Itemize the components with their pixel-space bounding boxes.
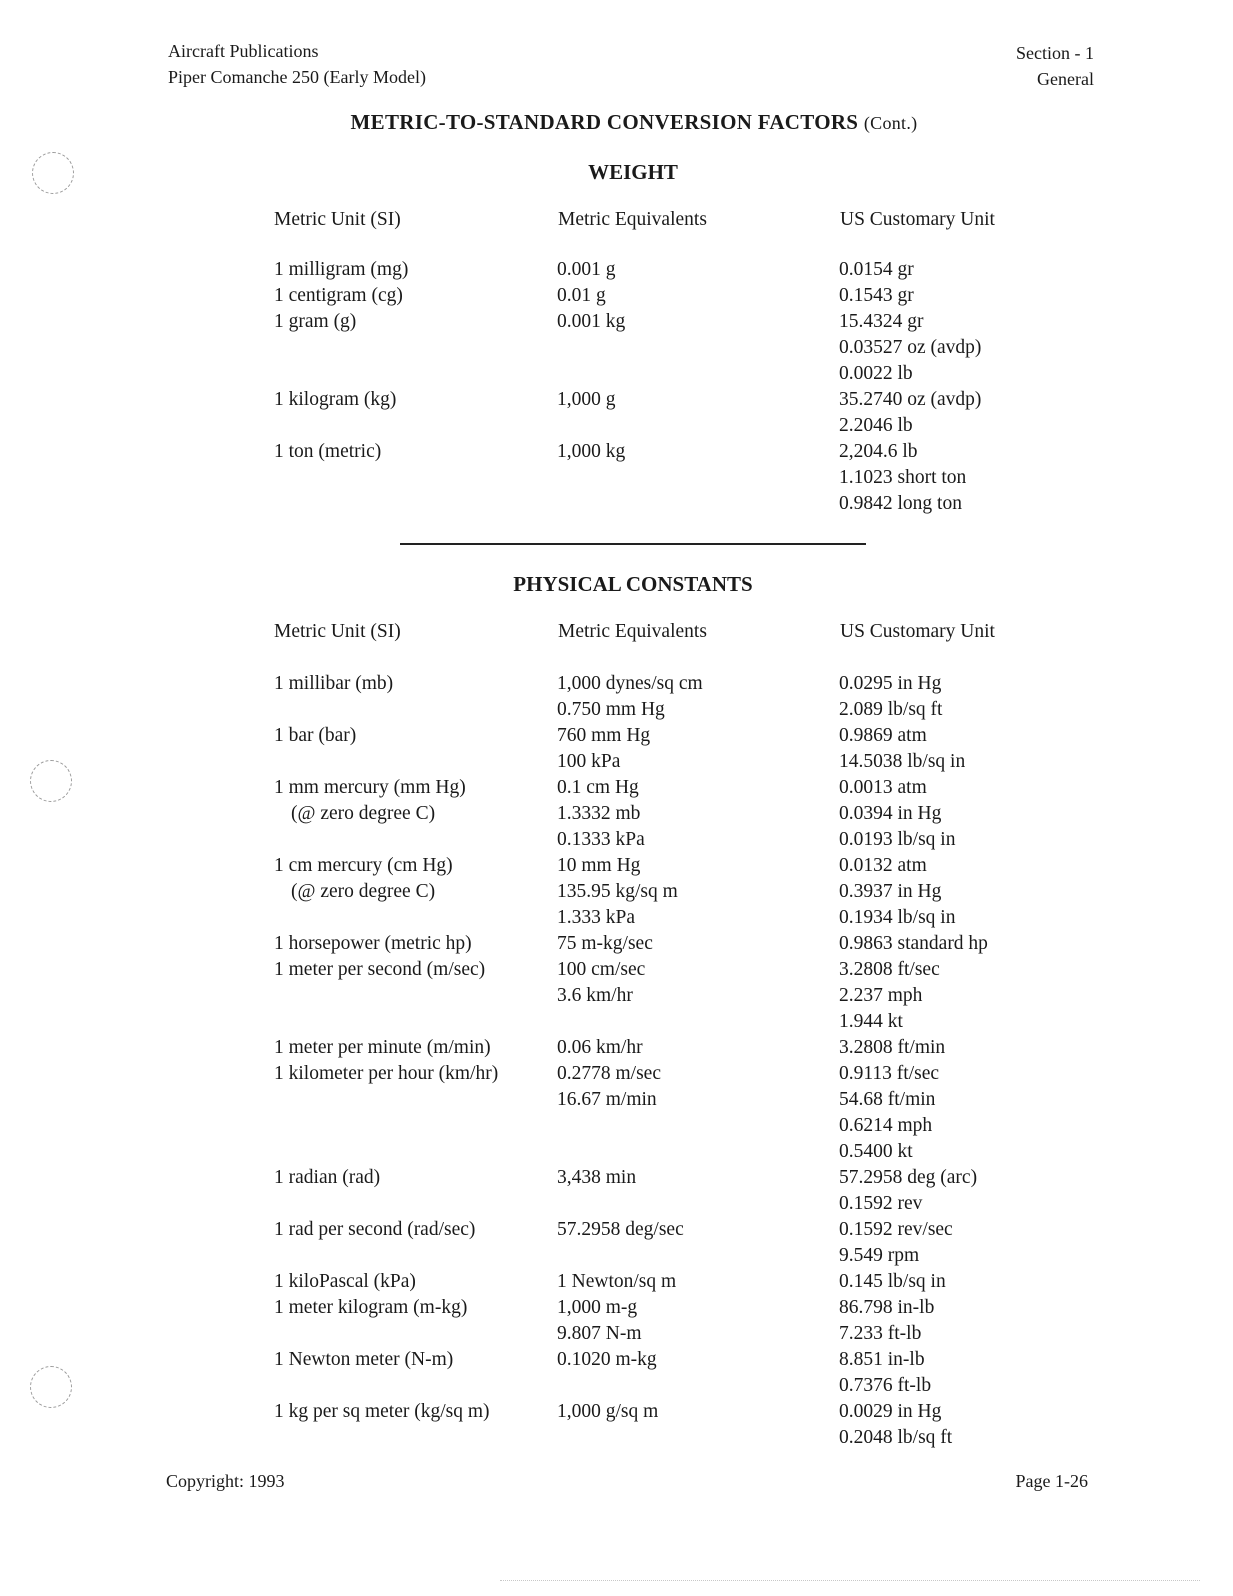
metric-unit-cell: 1 ton (metric)	[274, 441, 382, 462]
weight-col-metric-equiv: Metric Equivalents	[558, 209, 707, 230]
metric-unit-cell: (@ zero degree C)	[291, 881, 436, 902]
metric-unit-cell: 1 millibar (mb)	[274, 673, 394, 694]
table-row	[0, 413, 1233, 439]
section-number: Section - 1	[1016, 43, 1094, 63]
us-unit-cell: 9.549 rpm	[839, 1245, 920, 1266]
metric-unit-cell: 1 meter per second (m/sec)	[274, 959, 486, 980]
table-row	[0, 1269, 1233, 1295]
table-row	[0, 749, 1233, 775]
table-row	[0, 1113, 1233, 1139]
metric-unit-cell: 1 rad per second (rad/sec)	[274, 1219, 476, 1240]
metric-unit-cell: 1 meter per minute (m/min)	[274, 1037, 491, 1058]
table-row	[0, 465, 1233, 491]
table-row	[0, 1009, 1233, 1035]
physical-section-title: PHYSICAL CONSTANTS	[513, 572, 753, 596]
table-row	[0, 257, 1233, 283]
us-unit-cell: 0.6214 mph	[839, 1115, 933, 1136]
us-unit-cell: 0.1592 rev	[839, 1193, 923, 1214]
table-row	[0, 957, 1233, 983]
us-unit-cell: 0.03527 oz (avdp)	[839, 337, 982, 358]
metric-equiv-cell: 135.95 kg/sq m	[557, 881, 678, 902]
us-unit-cell: 57.2958 deg (arc)	[839, 1167, 978, 1188]
metric-unit-cell: 1 kg per sq meter (kg/sq m)	[274, 1401, 490, 1422]
table-row	[0, 801, 1233, 827]
metric-unit-cell: 1 kiloPascal (kPa)	[274, 1271, 416, 1292]
metric-equiv-cell: 0.06 km/hr	[557, 1037, 643, 1058]
metric-equiv-cell: 16.67 m/min	[557, 1089, 657, 1110]
us-unit-cell: 0.0193 lb/sq in	[839, 829, 956, 850]
table-row	[0, 1243, 1233, 1269]
weight-col-metric-unit: Metric Unit (SI)	[274, 209, 401, 230]
table-row	[0, 1035, 1233, 1061]
table-row	[0, 931, 1233, 957]
metric-equiv-cell: 1 Newton/sq m	[557, 1271, 677, 1292]
us-unit-cell: 0.0394 in Hg	[839, 803, 942, 824]
us-unit-cell: 1.1023 short ton	[839, 467, 967, 488]
us-unit-cell: 0.2048 lb/sq ft	[839, 1427, 953, 1448]
us-unit-cell: 0.3937 in Hg	[839, 881, 942, 902]
us-unit-cell: 1.944 kt	[839, 1011, 903, 1032]
metric-equiv-cell: 3,438 min	[557, 1167, 637, 1188]
section-name: General	[1037, 69, 1094, 89]
page-header-left	[168, 38, 426, 90]
metric-equiv-cell: 0.1333 kPa	[557, 829, 645, 850]
us-unit-cell: 0.0132 atm	[839, 855, 927, 876]
us-unit-cell: 8.851 in-lb	[839, 1349, 925, 1370]
us-unit-cell: 0.0013 atm	[839, 777, 927, 798]
us-unit-cell: 14.5038 lb/sq in	[839, 751, 966, 772]
table-row	[0, 1061, 1233, 1087]
us-unit-cell: 15.4324 gr	[839, 311, 924, 332]
us-unit-cell: 0.7376 ft-lb	[839, 1375, 932, 1396]
table-row	[0, 1399, 1233, 1425]
table-row	[0, 1373, 1233, 1399]
table-row	[0, 853, 1233, 879]
table-row	[0, 1165, 1233, 1191]
metric-unit-cell: 1 centigram (cg)	[274, 285, 403, 306]
metric-unit-cell: 1 kilogram (kg)	[274, 389, 397, 410]
metric-equiv-cell: 1,000 m-g	[557, 1297, 638, 1318]
table-row	[0, 697, 1233, 723]
us-unit-cell: 0.1934 lb/sq in	[839, 907, 956, 928]
us-unit-cell: 0.1592 rev/sec	[839, 1219, 953, 1240]
page-header-right	[1016, 40, 1094, 92]
table-row	[0, 671, 1233, 697]
table-row	[0, 1347, 1233, 1373]
metric-equiv-cell: 1,000 g/sq m	[557, 1401, 659, 1422]
metric-unit-cell: 1 bar (bar)	[274, 725, 357, 746]
metric-equiv-cell: 3.6 km/hr	[557, 985, 633, 1006]
metric-unit-cell: 1 Newton meter (N-m)	[274, 1349, 454, 1370]
table-row	[0, 439, 1233, 465]
us-unit-cell: 2.089 lb/sq ft	[839, 699, 943, 720]
metric-unit-cell: 1 milligram (mg)	[274, 259, 409, 280]
section-divider	[400, 543, 866, 545]
us-unit-cell: 2.237 mph	[839, 985, 923, 1006]
table-row	[0, 1191, 1233, 1217]
metric-equiv-cell: 1,000 kg	[557, 441, 626, 462]
metric-equiv-cell: 1.333 kPa	[557, 907, 635, 928]
publisher: Aircraft Publications	[168, 41, 319, 61]
metric-unit-cell: 1 horsepower (metric hp)	[274, 933, 472, 954]
metric-unit-cell: 1 kilometer per hour (km/hr)	[274, 1063, 499, 1084]
page-title	[0, 110, 1233, 135]
metric-equiv-cell: 100 cm/sec	[557, 959, 646, 980]
table-row	[0, 879, 1233, 905]
metric-equiv-cell: 0.2778 m/sec	[557, 1063, 661, 1084]
us-unit-cell: 0.9113 ft/sec	[839, 1063, 940, 1084]
physical-col-metric-unit: Metric Unit (SI)	[274, 621, 401, 642]
metric-unit-cell: 1 gram (g)	[274, 311, 357, 332]
table-row	[0, 283, 1233, 309]
metric-equiv-cell: 0.001 g	[557, 259, 616, 280]
us-unit-cell: 0.1543 gr	[839, 285, 914, 306]
table-row	[0, 1425, 1233, 1451]
physical-col-us-unit: US Customary Unit	[840, 621, 995, 642]
metric-equiv-cell: 0.01 g	[557, 285, 606, 306]
us-unit-cell: 7.233 ft-lb	[839, 1323, 922, 1344]
page-title-text: METRIC-TO-STANDARD CONVERSION FACTORS	[350, 110, 859, 134]
page-title-cont: (Cont.)	[863, 113, 918, 133]
metric-unit-cell: (@ zero degree C)	[291, 803, 436, 824]
us-unit-cell: 2.2046 lb	[839, 415, 913, 436]
weight-section-title: WEIGHT	[588, 160, 678, 184]
us-unit-cell: 3.2808 ft/sec	[839, 959, 940, 980]
table-row	[0, 827, 1233, 853]
us-unit-cell: 54.68 ft/min	[839, 1089, 936, 1110]
table-row	[0, 1217, 1233, 1243]
table-row	[0, 335, 1233, 361]
metric-equiv-cell: 0.750 mm Hg	[557, 699, 665, 720]
metric-equiv-cell: 1,000 dynes/sq cm	[557, 673, 703, 694]
table-row	[0, 723, 1233, 749]
us-unit-cell: 2,204.6 lb	[839, 441, 918, 462]
metric-unit-cell: 1 mm mercury (mm Hg)	[274, 777, 466, 798]
us-unit-cell: 0.0022 lb	[839, 363, 913, 384]
copyright: Copyright: 1993	[166, 1471, 285, 1491]
table-row	[0, 1295, 1233, 1321]
metric-equiv-cell: 0.1020 m-kg	[557, 1349, 657, 1370]
table-row	[0, 1087, 1233, 1113]
us-unit-cell: 0.9863 standard hp	[839, 933, 988, 954]
metric-equiv-cell: 9.807 N-m	[557, 1323, 642, 1344]
physical-col-metric-equiv: Metric Equivalents	[558, 621, 707, 642]
us-unit-cell: 0.0154 gr	[839, 259, 914, 280]
metric-equiv-cell: 0.1 cm Hg	[557, 777, 639, 798]
weight-col-us-unit: US Customary Unit	[840, 209, 995, 230]
us-unit-cell: 0.9842 long ton	[839, 493, 962, 514]
us-unit-cell: 0.0295 in Hg	[839, 673, 942, 694]
us-unit-cell: 0.145 lb/sq in	[839, 1271, 946, 1292]
table-row	[0, 775, 1233, 801]
metric-equiv-cell: 10 mm Hg	[557, 855, 641, 876]
us-unit-cell: 0.0029 in Hg	[839, 1401, 942, 1422]
page-number: Page 1-26	[1015, 1471, 1088, 1491]
aircraft-model: Piper Comanche 250 (Early Model)	[168, 67, 426, 87]
table-row	[0, 491, 1233, 517]
table-row	[0, 905, 1233, 931]
metric-unit-cell: 1 meter kilogram (m-kg)	[274, 1297, 468, 1318]
table-row	[0, 1139, 1233, 1165]
us-unit-cell: 3.2808 ft/min	[839, 1037, 946, 1058]
table-row	[0, 983, 1233, 1009]
metric-equiv-cell: 1,000 g	[557, 389, 616, 410]
metric-unit-cell: 1 radian (rad)	[274, 1167, 381, 1188]
table-row	[0, 309, 1233, 335]
us-unit-cell: 35.2740 oz (avdp)	[839, 389, 982, 410]
scan-artifact	[500, 1580, 1200, 1581]
metric-equiv-cell: 57.2958 deg/sec	[557, 1219, 684, 1240]
metric-equiv-cell: 75 m-kg/sec	[557, 933, 653, 954]
us-unit-cell: 0.9869 atm	[839, 725, 927, 746]
us-unit-cell: 0.5400 kt	[839, 1141, 913, 1162]
metric-equiv-cell: 0.001 kg	[557, 311, 626, 332]
metric-equiv-cell: 1.3332 mb	[557, 803, 641, 824]
metric-equiv-cell: 100 kPa	[557, 751, 621, 772]
table-row	[0, 387, 1233, 413]
table-row	[0, 1321, 1233, 1347]
metric-unit-cell: 1 cm mercury (cm Hg)	[274, 855, 453, 876]
us-unit-cell: 86.798 in-lb	[839, 1297, 935, 1318]
table-row	[0, 361, 1233, 387]
metric-equiv-cell: 760 mm Hg	[557, 725, 651, 746]
